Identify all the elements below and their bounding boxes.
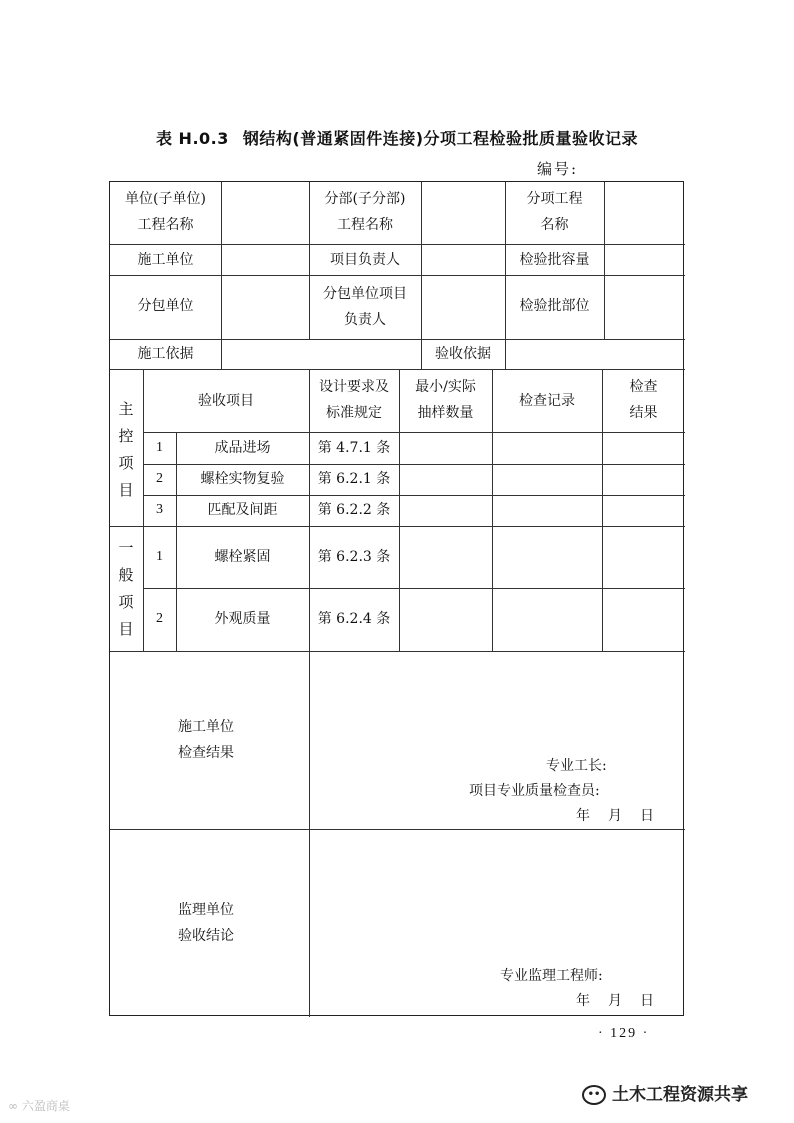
- general-row-1-standard: 第 6.2.3 条: [317, 549, 391, 565]
- main-row-3-no: 3: [156, 502, 163, 517]
- watermark-logo-icon: ∞: [8, 1099, 22, 1113]
- general-row-1-no: 1: [156, 549, 163, 564]
- acceptance-record-table: [109, 181, 684, 1016]
- batch-capacity-label: 检验批容量: [519, 252, 590, 268]
- document-title: [0, 126, 794, 149]
- general-items-label: 一 般 项 目: [118, 539, 134, 638]
- quality-inspector-signature-label: 项目专业质量检查员:: [469, 783, 600, 799]
- table-title: 钢结构(普通紧固件连接)分项工程检验批质量验收记录: [242, 129, 639, 148]
- main-row-2-standard: 第 6.2.1 条: [317, 471, 391, 487]
- general-row-1-name: 螺栓紧固: [214, 549, 271, 565]
- main-row-2-no: 2: [156, 471, 163, 486]
- table-code: 表 H.0.3: [155, 129, 229, 148]
- watermark-left: ∞ 六盈商桌: [8, 1099, 70, 1113]
- foreman-signature-label: 专业工长:: [546, 758, 607, 774]
- construction-basis-label: 施工依据: [137, 346, 194, 362]
- general-row-2-standard: 第 6.2.4 条: [317, 611, 391, 627]
- construction-check-result-label: 施工单位 检查结果: [178, 719, 234, 761]
- acceptance-basis-label: 验收依据: [435, 346, 491, 362]
- supervision-conclusion-label: 监理单位 验收结论: [178, 902, 234, 944]
- wechat-icon: ••: [582, 1085, 606, 1105]
- main-row-3-name: 匹配及间距: [207, 502, 278, 518]
- general-row-2-name: 外观质量: [214, 611, 271, 627]
- supervising-engineer-signature-label: 专业监理工程师:: [500, 968, 603, 984]
- unit-project-name-label: 单位(子单位) 工程名称: [125, 191, 206, 233]
- col-acceptance-item: 验收项目: [198, 393, 254, 409]
- serial-number-label: 编号:: [537, 160, 579, 178]
- main-row-3-standard: 第 6.2.2 条: [317, 502, 391, 518]
- subcontractor-label: 分包单位: [137, 298, 194, 314]
- project-leader-label: 项目负责人: [330, 252, 400, 268]
- supervision-date-label: 年 月 日: [576, 993, 656, 1009]
- batch-location-label: 检验批部位: [519, 298, 590, 314]
- main-row-1-standard: 第 4.7.1 条: [317, 440, 391, 456]
- subcontractor-leader-label: 分包单位项目 负责人: [323, 286, 407, 328]
- main-row-2-name: 螺栓实物复验: [200, 471, 285, 487]
- page-number: · 129 ·: [598, 1026, 650, 1041]
- construction-unit-label: 施工单位: [137, 252, 194, 268]
- division-project-name-label: 分部(子分部) 工程名称: [324, 191, 406, 233]
- col-inspection-result: 检查 结果: [629, 379, 658, 421]
- col-design-standard: 设计要求及 标准规定: [319, 379, 389, 421]
- main-row-1-no: 1: [156, 440, 163, 455]
- watermark-right: •• 土木工程资源共享: [582, 1080, 748, 1105]
- col-sample-quantity: 最小/实际 抽样数量: [415, 379, 476, 421]
- main-control-items-label: 主 控 项 目: [118, 400, 134, 499]
- subitem-project-name-label: 分项工程 名称: [526, 191, 583, 233]
- main-row-1-name: 成品进场: [214, 440, 271, 456]
- general-row-2-no: 2: [156, 611, 163, 626]
- construction-date-label: 年 月 日: [576, 808, 656, 824]
- col-inspection-record: 检查记录: [519, 393, 575, 409]
